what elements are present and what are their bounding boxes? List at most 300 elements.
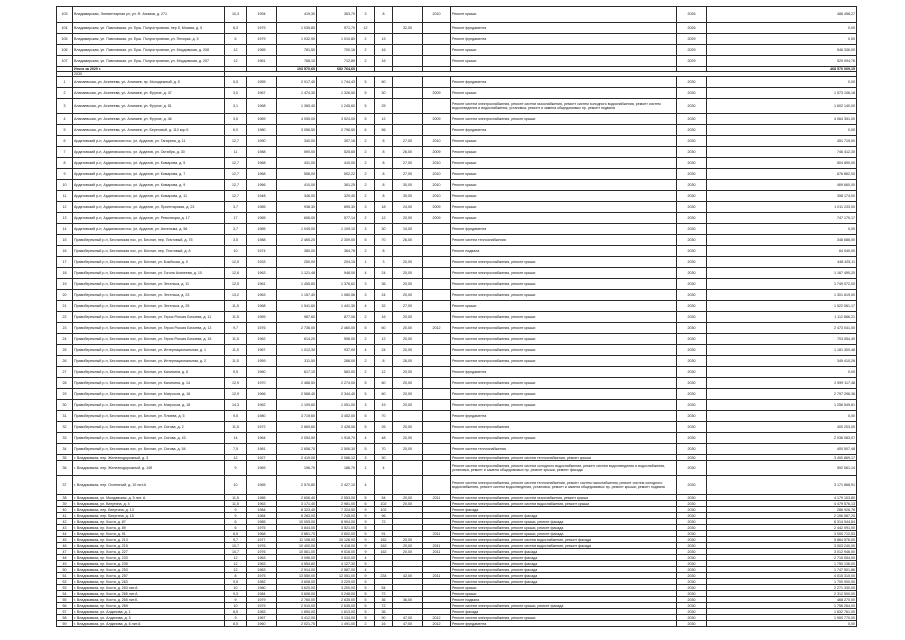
row-floors: 4 <box>357 567 375 573</box>
row-total-area: 2 568,40 <box>277 389 317 400</box>
row-address: Правобережный р-н, Бесланская пос, ул. Беслан, ул. Энгельса, д. 11 <box>73 279 225 290</box>
table-row <box>57 433 857 444</box>
row-cost: 3 400 869,17 <box>707 455 857 461</box>
row-total-area: 8 323,40 <box>277 507 317 513</box>
row-living-area: 2 587,00 <box>317 567 357 573</box>
row-wear-percent: 20,00 <box>393 367 423 378</box>
row-number: 41 <box>57 513 73 519</box>
row-wall-material: 11,5 <box>225 345 247 356</box>
row-work-type: Ремонт систем электроснабжения, ремонт фасада <box>451 567 677 573</box>
row-wall-material: 5,5 <box>225 77 247 88</box>
table-row <box>57 224 857 235</box>
row-living-area: 1 744,43 <box>317 77 357 88</box>
row-number: 31 <box>57 411 73 422</box>
row-total-area: 3 171,40 <box>277 501 317 507</box>
table-row <box>57 114 857 125</box>
row-number: 10 <box>57 180 73 191</box>
row-work-type: Ремонт крыши <box>451 180 677 191</box>
row-build-year: 1975 <box>247 573 277 579</box>
row-living-area: 1 051,00 <box>317 400 357 411</box>
row-plan-year: 2029 <box>677 56 707 67</box>
row-work-type: Ремонт крыши <box>451 45 677 56</box>
row-total-area: 614,20 <box>277 334 317 345</box>
row-work-type: Ремонт систем электроснабжения, ремонт крыши <box>451 389 677 400</box>
section-year: 2030 <box>73 72 225 77</box>
row-work-type: Ремонт систем электроснабжения, ремонт крыши <box>451 279 677 290</box>
row-cost: 398 174,00 <box>707 191 857 202</box>
row-wall-material: 10 <box>225 585 247 591</box>
row-build-year: 1985 <box>247 224 277 235</box>
row-floors: 3 <box>357 455 375 461</box>
table-row <box>57 180 857 191</box>
row-work-type: Ремонт систем электроснабжения, ремонт крыши <box>451 323 677 334</box>
row-wall-material: 3,7 <box>225 224 247 235</box>
row-work-type: Ремонт систем электроснабжения, ремонт крыши <box>451 433 677 444</box>
row-apartments: 8 <box>375 169 393 180</box>
row-last-repair-year: 2012 <box>423 615 451 621</box>
row-last-repair-year <box>423 378 451 389</box>
row-living-area: 186,70 <box>317 461 357 476</box>
row-total-area: 10 561,00 <box>277 549 317 555</box>
row-apartments: 162 <box>375 543 393 549</box>
row-address: Алапаевская, ул. Ахинеева, ул. Алапаев, ул. Береговой, д. 110 кор 6 <box>73 125 225 136</box>
row-address: Правобережный р-н, Бесланская пос, ул. Беслан, ул. Энгельса, д. 25 <box>73 301 225 312</box>
row-wall-material: 11,5 <box>225 495 247 501</box>
row-work-type: Ремонт систем электроснабжения, ремонт систем холодного водоснабжения, ремонт систем водоотведения и водоснабжения, установка, ремонт и замена общедомовых пр. ремонт крыши, ремонт фасада <box>451 461 677 476</box>
row-apartments: 102 <box>375 507 393 513</box>
row-floors: 3 <box>357 224 375 235</box>
row-address: г. Владикавказ, пр. Коста, д. 269 <box>73 603 225 609</box>
row-work-type: Ремонт крыши <box>451 88 677 99</box>
row-total-area: 3 719,60 <box>277 411 317 422</box>
row-cost: 1 181 300,48 <box>707 345 857 356</box>
row-plan-year: 2030 <box>677 268 707 279</box>
row-plan-year: 2030 <box>677 615 707 621</box>
row-wear-percent: 20,00 <box>393 268 423 279</box>
row-living-area: 8 904,00 <box>317 519 357 525</box>
row-cost: 451 719,00 <box>707 136 857 147</box>
row-number: 39 <box>57 501 73 507</box>
row-floors: 4 <box>357 301 375 312</box>
row-apartments: 102 <box>375 501 393 507</box>
row-living-area: 1 326,50 <box>317 88 357 99</box>
row-total-area: 4 055,00 <box>277 114 317 125</box>
row-number: 53 <box>57 585 73 591</box>
row-plan-year: 2030 <box>677 224 707 235</box>
row-wall-material: 11,5 <box>225 501 247 507</box>
row-apartments: 36 <box>375 279 393 290</box>
row-living-area: 895,30 <box>317 202 357 213</box>
row-wear-percent: 30,00 <box>393 180 423 191</box>
row-address: Владимирская, ул. Павловская, ул. Ерш. Полуостровная, ул. Пехорка, д. 5 <box>73 34 225 45</box>
row-apartments: 19 <box>375 400 393 411</box>
row-floors: 2 <box>357 213 375 224</box>
row-apartments: 16 <box>375 312 393 323</box>
row-number: 56 <box>57 603 73 609</box>
row-floors: 5 <box>357 603 375 609</box>
row-work-type: Ремонт крыши <box>451 301 677 312</box>
row-living-area: 410,00 <box>317 158 357 169</box>
row-plan-year: 2030 <box>677 411 707 422</box>
row-number: 43 <box>57 525 73 531</box>
row-total-area: 606,00 <box>277 213 317 224</box>
row-number: 32 <box>57 422 73 433</box>
row-work-type: Ремонт систем теплоснабжения <box>451 235 677 246</box>
row-work-type: Ремонт систем электроснабжения, ремонт фасада <box>451 573 677 579</box>
row-floors: 4 <box>357 268 375 279</box>
row-build-year: 1985 <box>247 519 277 525</box>
row-wall-material: 10 <box>225 603 247 609</box>
row-work-type: Ремонт систем электроснабжения, ремонт систем теплоснабжения, ремонт систем газоснабжения, ремонт систем холодного водоснабжения, ремонт систем водоотведения, установка, ремонт и замена общедомовых пр. ремонт крыши, ремонт подвала <box>451 476 677 495</box>
row-living-area: 1 376,62 <box>317 279 357 290</box>
row-cost: 2 196 587,25 <box>707 513 857 519</box>
row-wall-material: 10 <box>225 476 247 495</box>
row-plan-year: 2030 <box>677 561 707 567</box>
row-build-year: 1966 <box>247 180 277 191</box>
row-living-area: 2 344,40 <box>317 389 357 400</box>
row-number: 21 <box>57 301 73 312</box>
row-floors: 4 <box>357 555 375 561</box>
row-total-area: 1 012,30 <box>277 345 317 356</box>
row-wear-percent <box>393 411 423 422</box>
row-total-area: 10 005,00 <box>277 519 317 525</box>
row-wear-percent <box>393 476 423 495</box>
row-wall-material: 13,2 <box>225 290 247 301</box>
row-last-repair-year <box>423 99 451 114</box>
row-floors: 2 <box>357 367 375 378</box>
row-cost: 546 336,00 <box>707 45 857 56</box>
row-cost: 1 522 061,17 <box>707 301 857 312</box>
row-address: Владимирская, ул. Павловская, ул. Ерш. Полуостровная, ул. Мордовская, д. 207 <box>73 56 225 67</box>
row-number: 45 <box>57 537 73 543</box>
row-address: Правобережный р-н, Бесланская пос, ул. Беслан, ул. Героя Россия Бичоева, д. 11 <box>73 312 225 323</box>
row-wear-percent <box>393 114 423 125</box>
row-wear-percent: 42,00 <box>393 573 423 579</box>
row-build-year: 1975 <box>247 525 277 531</box>
row-address: Правобережный р-н, Бесланская пос, ул. Беслан, ул. Калинина, д. 8 <box>73 367 225 378</box>
row-living-area: 2 086,12 <box>317 455 357 461</box>
row-work-type: Ремонт систем электроснабжения, ремонт систем водоснабжения, ремонт крыши <box>451 501 677 507</box>
row-number: 12 <box>57 202 73 213</box>
row-wear-percent: 26,00 <box>393 235 423 246</box>
row-build-year: 1988 <box>247 235 277 246</box>
row-apartments: 54 <box>375 495 393 501</box>
row-work-type: Ремонт крыши <box>451 191 677 202</box>
table-row <box>57 279 857 290</box>
row-cost: 4 179 103,80 <box>707 495 857 501</box>
row-living-area: 2 460,00 <box>317 323 357 334</box>
row-wall-material: 9 <box>225 597 247 603</box>
row-floors: 5 <box>357 615 375 621</box>
row-cost: 1 750 136,00 <box>707 561 857 567</box>
row-wall-material: 14,3 <box>225 400 247 411</box>
row-cost: 2 715 054,00 <box>707 555 857 561</box>
table-row <box>57 213 857 224</box>
row-number: 29 <box>57 389 73 400</box>
row-total-area: 2 606,40 <box>277 495 317 501</box>
row-work-type: Ремонт фундамента <box>451 621 677 627</box>
row-build-year: 1965 <box>247 476 277 495</box>
row-work-type: Ремонт систем электроснабжения, ремонт фасада <box>451 555 677 561</box>
row-address: г. Владикавказ, ул. Алданова, д. 6 лит.А <box>73 621 225 627</box>
row-work-type: Ремонт систем электроснабжения, ремонт фасада <box>451 513 677 519</box>
row-last-repair-year <box>423 411 451 422</box>
table-row <box>57 77 857 88</box>
row-address: Ардатовский р-н, Ардатовская пос, ул. Ардатов, ул. Комарова, д. 5 <box>73 158 225 169</box>
row-build-year: 1968 <box>247 158 277 169</box>
row-number: 37 <box>57 476 73 495</box>
row-address: Владимирская, ул. Павловская, ул. Ерш. Полуостровная, пер 5, Москва, д. 5 <box>73 23 225 34</box>
row-wear-percent: 20,00 <box>393 257 423 268</box>
row-build-year: 1967 <box>247 88 277 99</box>
row-floors: 9 <box>357 549 375 555</box>
row-wear-percent <box>393 45 423 56</box>
row-apartments: 30 <box>375 455 393 461</box>
row-total-area: 3 096,00 <box>277 555 317 561</box>
row-floors: 5 <box>357 579 375 585</box>
row-last-repair-year: 2010 <box>423 169 451 180</box>
row-wall-material: 6 <box>225 519 247 525</box>
row-floors: 2 <box>357 312 375 323</box>
row-living-area: 329,40 <box>317 191 357 202</box>
row-floors: 5 <box>357 235 375 246</box>
row-wear-percent: 20,00 <box>393 279 423 290</box>
row-build-year: 1985 <box>247 202 277 213</box>
table-row <box>57 191 857 202</box>
row-plan-year: 2030 <box>677 191 707 202</box>
table-row <box>57 158 857 169</box>
row-apartments: 60 <box>375 389 393 400</box>
row-cost: 349 410,26 <box>707 356 857 367</box>
row-address: Правобережный р-н, Бесланская пос, ул. Беслан, пер. Почтовый, д. 8 <box>73 246 225 257</box>
table-row <box>57 147 857 158</box>
row-floors: 5 <box>357 561 375 567</box>
row-plan-year: 2030 <box>677 495 707 501</box>
table-section-2029 <box>57 7 857 67</box>
row-last-repair-year <box>423 433 451 444</box>
row-last-repair-year: 2009 <box>423 88 451 99</box>
row-apartments: 12 <box>375 367 393 378</box>
row-wear-percent: 47,00 <box>393 615 423 621</box>
row-cost: 1 900 770,00 <box>707 615 857 621</box>
row-apartments: 12 <box>375 114 393 125</box>
row-plan-year: 2030 <box>677 88 707 99</box>
row-apartments: 12 <box>375 334 393 345</box>
row-wall-material: 12,7 <box>225 191 247 202</box>
table-row <box>57 99 857 114</box>
row-address: Правобережный р-н, Бесланская пос, ул. Беслан, ул. Матросов, д. 16 <box>73 389 225 400</box>
row-last-repair-year <box>423 34 451 45</box>
row-living-area: 1 109,10 <box>317 224 357 235</box>
row-total-area: 617,10 <box>277 367 317 378</box>
row-apartments: 234 <box>375 573 393 579</box>
row-apartments: 8 <box>375 147 393 158</box>
row-living-area: 3 248,00 <box>317 591 357 597</box>
row-living-area: 9 516,00 <box>317 549 357 555</box>
row-floors: 3 <box>357 202 375 213</box>
row-plan-year: 2030 <box>677 367 707 378</box>
row-address: г. Владикавказ, пер. Ватутина, д. 15 <box>73 513 225 519</box>
row-address: Правобережный р-н, Бесланская пос, ул. Беслан, ул. Сигова, д. 2 <box>73 422 225 433</box>
row-address: г. Владикавказ, пр. Коста, д. 257 <box>73 573 225 579</box>
row-wall-material: 8,5 <box>225 531 247 537</box>
row-address: Ардатовский р-н, Ардатовская пос, ул. Ардатов, ул. Комарова, д. 9 <box>73 180 225 191</box>
row-wall-material: 12,7 <box>225 158 247 169</box>
row-number: 28 <box>57 378 73 389</box>
row-total-area: 2 914,00 <box>277 567 317 573</box>
row-cost: 2 599 117,48 <box>707 378 857 389</box>
row-last-repair-year: 2011 <box>423 531 451 537</box>
row-living-area: 363,70 <box>317 7 357 23</box>
row-address: Ардатовский р-н, Ардатовская пос, ул. Ардатов, ул. Ансельма, д. 56 <box>73 224 225 235</box>
row-living-area: 502,22 <box>317 169 357 180</box>
row-cost: 486 458,27 <box>707 7 857 23</box>
row-wear-percent: 27,00 <box>393 169 423 180</box>
row-cost: 1 747 501,86 <box>707 567 857 573</box>
row-plan-year: 2030 <box>677 356 707 367</box>
row-wall-material: 9,3 <box>225 591 247 597</box>
row-plan-year: 2030 <box>677 422 707 433</box>
row-total-area: 2 570,80 <box>277 476 317 495</box>
row-address: Правобережный р-н, Бесланская пос, ул. Беслан, ул. Калинина, д. 14 <box>73 378 225 389</box>
row-wear-percent: 20,00 <box>393 501 423 507</box>
row-living-area: 307,16 <box>317 136 357 147</box>
row-living-area: 1 010,80 <box>317 34 357 45</box>
row-total-area: 3 412,00 <box>277 615 317 621</box>
row-number: 27 <box>57 367 73 378</box>
row-work-type: Ремонт систем электроснабжения, ремонт систем газоснабжения, ремонт крыши <box>451 495 677 501</box>
total-living-area: 652 764,60 <box>317 67 357 72</box>
row-wall-material: 7,5 <box>225 444 247 455</box>
row-last-repair-year <box>423 246 451 257</box>
row-floors: 5 <box>357 422 375 433</box>
table-row <box>57 88 857 99</box>
table-row <box>57 45 857 56</box>
row-number: 25 <box>57 345 73 356</box>
row-wear-percent: 36,00 <box>393 597 423 603</box>
row-work-type: Ремонт подвала <box>451 597 677 603</box>
row-number: 1 <box>57 77 73 88</box>
row-floors: 5 <box>357 88 375 99</box>
row-number: 49 <box>57 561 73 567</box>
row-apartments: 8 <box>375 356 393 367</box>
row-work-type: Ремонт крыши <box>451 56 677 67</box>
row-floors: 5 <box>357 444 375 455</box>
row-last-repair-year <box>423 301 451 312</box>
row-floors: 5 <box>357 585 375 591</box>
row-number: 7 <box>57 147 73 158</box>
row-plan-year: 2030 <box>677 125 707 136</box>
row-number: 20 <box>57 290 73 301</box>
row-wall-material: 3,5 <box>225 114 247 125</box>
row-cost: 6 314 944,84 <box>707 519 857 525</box>
row-total-area: 8 283,00 <box>277 513 317 519</box>
register-table-container <box>56 6 856 627</box>
row-work-type: Ремонт крыши <box>451 147 677 158</box>
row-total-area: 1 474,30 <box>277 88 317 99</box>
row-address: г. Владикавказ, пер. Железнодорожный, д. 14б <box>73 461 225 476</box>
row-wall-material: 12,9 <box>225 389 247 400</box>
row-cost: 1 832 761,00 <box>707 609 857 615</box>
row-cost: 2 797 296,36 <box>707 389 857 400</box>
row-number: 8 <box>57 158 73 169</box>
row-apartments: 16 <box>375 56 393 67</box>
row-wall-material: 9,7 <box>225 537 247 543</box>
row-cost: 469 660,00 <box>707 180 857 191</box>
row-address: г. Владикавказ, пр. Коста, д. 215 <box>73 543 225 549</box>
row-address: г. Владикавказ, пр. Коста, д. 89 <box>73 525 225 531</box>
row-total-area: 2 466,50 <box>277 378 317 389</box>
row-number: 16 <box>57 246 73 257</box>
row-plan-year: 2030 <box>677 180 707 191</box>
row-living-area: 2 427,10 <box>317 476 357 495</box>
row-living-area: 3 524,00 <box>317 114 357 125</box>
row-wall-material: 10,3 <box>225 7 247 23</box>
row-plan-year: 2030 <box>677 591 707 597</box>
row-plan-year: 2030 <box>677 389 707 400</box>
row-total-area: 4 554,80 <box>277 561 317 567</box>
table-total-section <box>57 67 857 77</box>
row-floors: 5 <box>357 591 375 597</box>
row-cost: 400 507,48 <box>707 444 857 455</box>
row-cost: 1 011 233,00 <box>707 202 857 213</box>
row-work-type: Ремонт фундамента <box>451 34 677 45</box>
row-apartments: 3 <box>375 257 393 268</box>
row-work-type: Ремонт систем электроснабжения, ремонт крыши <box>451 257 677 268</box>
row-total-area: 3 844,00 <box>277 525 317 531</box>
row-living-area: 2 810,00 <box>317 555 357 561</box>
row-plan-year: 2030 <box>677 597 707 603</box>
table-row <box>57 257 857 268</box>
row-cost: 2 036 083,07 <box>707 433 857 444</box>
row-wear-percent: 30,00 <box>393 191 423 202</box>
row-cost: 0,00 <box>707 224 857 235</box>
row-work-type: Ремонт крыши <box>451 591 677 597</box>
row-build-year: 1977 <box>247 537 277 543</box>
row-floors: 5 <box>357 597 375 603</box>
row-cost: 746 412,30 <box>707 147 857 158</box>
row-total-area: 2 736,00 <box>277 323 317 334</box>
row-last-repair-year: 2011 <box>423 495 451 501</box>
row-address: Ардатовский р-н, Ардатовская пос, ул. Ардатов, ул. Октября, д. 30 <box>73 147 225 158</box>
row-last-repair-year: 2010 <box>423 158 451 169</box>
row-floors: 2 <box>357 56 375 67</box>
row-number: 3 <box>57 99 73 114</box>
row-plan-year: 2030 <box>677 235 707 246</box>
row-floors: 9 <box>357 543 375 549</box>
row-floors: 5 <box>357 495 375 501</box>
row-cost: 468 270,00 <box>707 597 857 603</box>
row-apartments: 72 <box>375 519 393 525</box>
table-row <box>57 7 857 23</box>
row-living-area: 577,14 <box>317 213 357 224</box>
row-apartments <box>375 23 393 34</box>
row-build-year: 1979 <box>247 23 277 34</box>
row-floors: 5 <box>357 77 375 88</box>
row-living-area: 10 126,00 <box>317 537 357 543</box>
row-floors: 12 <box>357 23 375 34</box>
table-row <box>57 56 857 67</box>
row-last-repair-year: 2009 <box>423 147 451 158</box>
row-wall-material: 9,7 <box>225 323 247 334</box>
row-cost: 676 862,00 <box>707 169 857 180</box>
row-wear-percent: 20,00 <box>393 433 423 444</box>
row-wall-material: 12 <box>225 45 247 56</box>
row-build-year: 1962 <box>247 400 277 411</box>
row-living-area: 361,25 <box>317 180 357 191</box>
row-plan-year: 2030 <box>677 378 707 389</box>
row-address: Ардатовский р-н, Ардатовская пос, ул. Ардатов, ул. Пролетарская, д. 23 <box>73 202 225 213</box>
